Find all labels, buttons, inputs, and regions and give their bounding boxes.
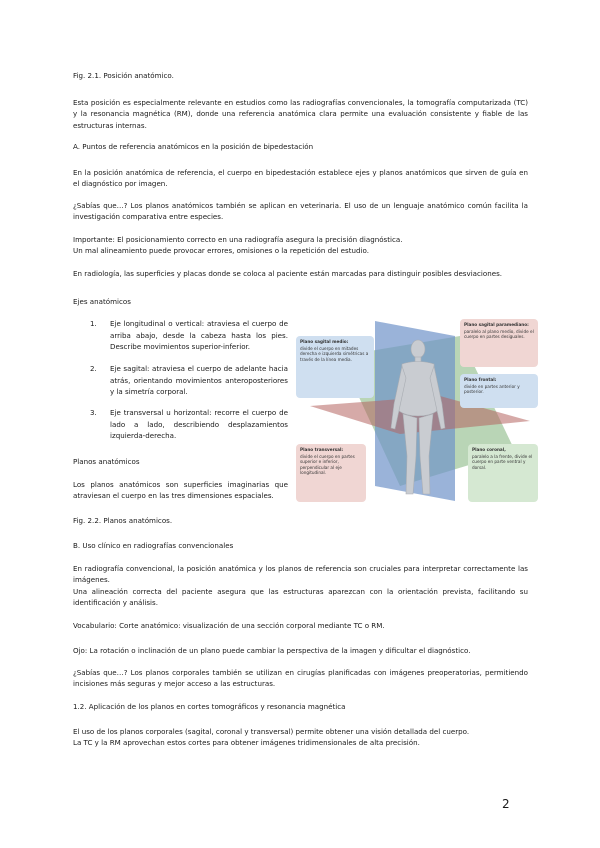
label-text: divide el cuerpo en mitades derecha e izquierda simétricas a través de la línea media. <box>300 345 369 362</box>
anatomical-planes-figure <box>290 316 542 506</box>
axes-title: Ejes anatómicos <box>73 297 131 306</box>
planes-paragraph: Los planos anatómicos son superficies imaginarias que atraviesan el cuerpo en las tres dimensiones espaciales. <box>73 480 288 501</box>
figure-2-caption: Fig. 2.2. Planos anatómicos. <box>73 516 173 525</box>
section-1-2-line-1: El uso de los planos corporales (sagital, coronal y transversal) permite obtener una visión detallada del cuerpo. <box>73 727 470 736</box>
label-text: paralelo al plano medio, divide el cuerpo en partes desiguales. <box>464 328 534 340</box>
label-title: Plano frontal: <box>464 377 497 382</box>
label-text: divide en partes anterior y posterior. <box>464 383 520 395</box>
list-text: Eje longitudinal o vertical: atraviesa el cuerpo de arriba abajo, desde la cabeza hasta los pies. Describe movimientos superior-inferior. <box>110 319 288 352</box>
label-title: Plano coronal, <box>472 447 506 452</box>
important-note-line-2: Un mal alineamiento puede provocar errores, omisiones o la repetición del estudio. <box>73 246 369 255</box>
section-1-2-title: 1.2. Aplicación de los planos en cortes tomográficos y resonancia magnética <box>73 702 346 711</box>
figure-1-caption: Fig. 2.1. Posición anatómico. <box>73 71 174 80</box>
section-a-title: A. Puntos de referencia anatómicos en la posición de bipedestación <box>73 142 314 151</box>
section-a-paragraph: En la posición anatómica de referencia, el cuerpo en bipedestación establece ejes y planos anatómicos que sirven de guía en el diagnóstico por imagen. <box>73 168 528 189</box>
section-b-paragraph-1: En radiografía convencional, la posición anatómica y los planos de referencia son cruciales para interpretar correctamente las imágenes. <box>73 564 528 585</box>
did-you-know-note-2: ¿Sabías que…? Los planos corporales también se utilizan en cirugías planificadas con imágenes preoperatorias, permitiendo incisiones más seguras y mejor acceso a las estructuras. <box>73 668 528 689</box>
important-note-line-1: Importante: El posicionamiento correcto en una radiografía asegura la precisión diagnóstica. <box>73 235 403 244</box>
section-1-2-line-2: La TC y la RM aprovechan estos cortes para obtener imágenes tridimensionales de alta precisión. <box>73 738 420 747</box>
label-title: Plano sagital paramediano: <box>464 322 529 327</box>
planes-title: Planos anatómicos <box>73 457 140 466</box>
label-title: Plano transversal: <box>300 447 344 452</box>
coronal-plane-label <box>468 444 538 502</box>
list-number: 1. <box>90 319 97 328</box>
section-b-paragraph-2: Una alineación correcta del paciente asegura que las estructuras aparezcan con la orientación prevista, facilitando su identificación y análisis. <box>73 587 528 608</box>
list-number: 3. <box>90 408 97 417</box>
did-you-know-note-1: ¿Sabías que…? Los planos anatómicos también se aplican en veterinaria. El uso de un lenguaje anatómico común facilita la investigación comparativa entre especies. <box>73 201 528 222</box>
page-number: 2 <box>502 797 510 811</box>
vocabulary-note: Vocabulario: Corte anatómico: visualización de una sección corporal mediante TC o RM. <box>73 621 385 630</box>
label-text: paralelo a la frente, divide el cuerpo en parte ventral y dorsal. <box>472 453 533 470</box>
transverse-plane-label <box>296 444 366 502</box>
paramedian-plane-label <box>460 319 538 367</box>
list-text: Eje transversal u horizontal: recorre el cuerpo de lado a lado, describiendo desplazamientos izquierda-derecha. <box>110 408 288 441</box>
radiology-paragraph: En radiología, las superficies y placas donde se coloca al paciente están marcadas para distinguir posibles desviaciones. <box>73 269 503 278</box>
sagittal-plane-label <box>296 336 374 398</box>
section-b-title: B. Uso clínico en radiografías convencionales <box>73 541 234 550</box>
list-text: Eje sagital: atraviesa el cuerpo de adelante hacia atrás, orientando movimientos anteroposteriores y la simetría corporal. <box>110 364 288 397</box>
list-number: 2. <box>90 364 97 373</box>
frontal-plane-label <box>460 374 538 408</box>
warning-note: Ojo: La rotación o inclinación de un plano puede cambiar la perspectiva de la imagen y dificultar el diagnóstico. <box>73 646 471 655</box>
label-text: divide el cuerpo en partes superior e inferior, perpendicular al eje longitudinal. <box>300 453 355 476</box>
intro-paragraph: Esta posición es especialmente relevante en estudios como las radiografías convencionales, la tomografía computarizada (TC) y la resonancia magnética (RM), donde una referencia anatómica clara permite una evaluación consistente y fiable de las estructuras internas. <box>73 98 528 130</box>
label-title: Plano sagital medio: <box>300 339 349 344</box>
